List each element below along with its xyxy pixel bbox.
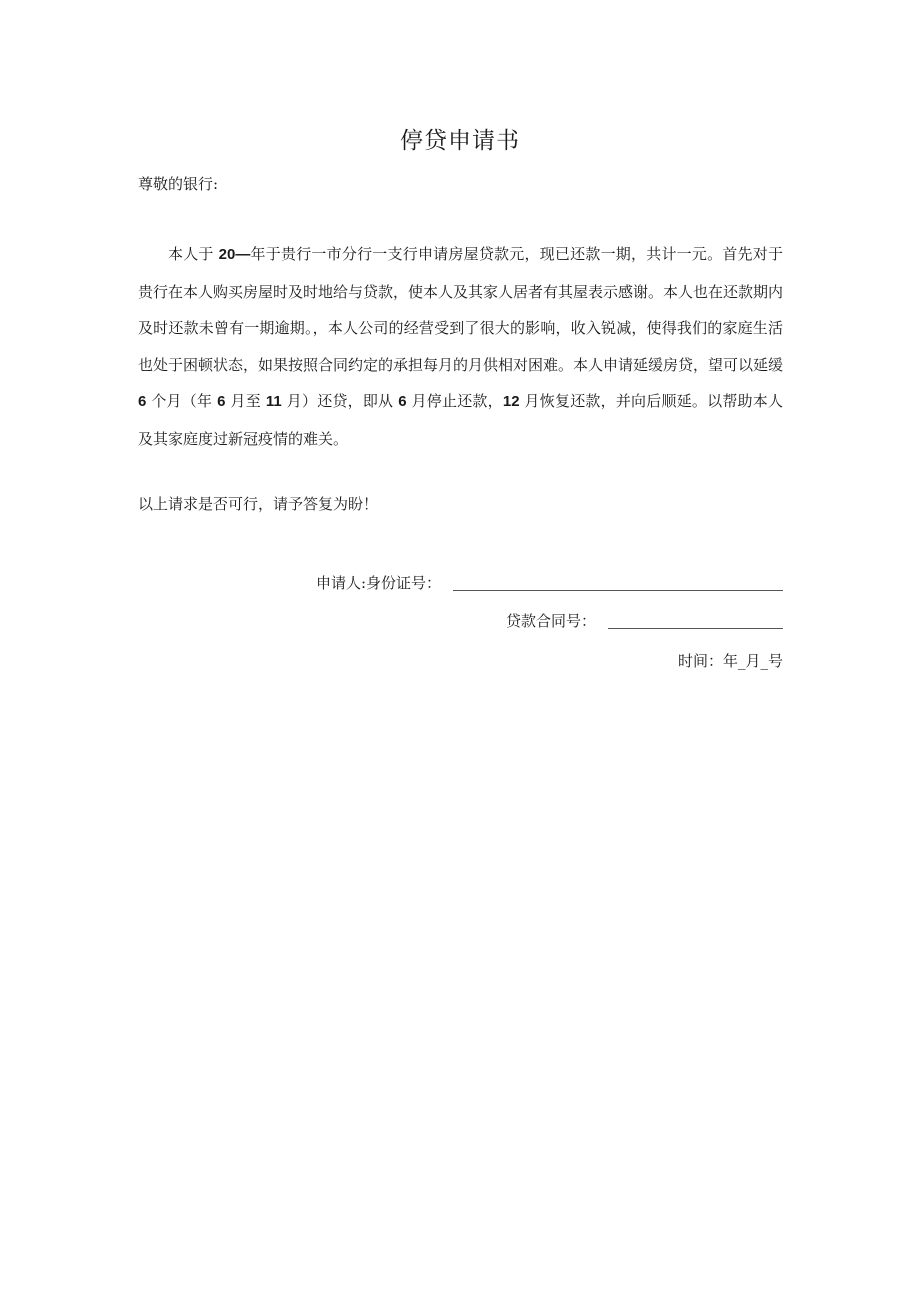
body-bold-6: 12 [502, 393, 520, 410]
body-text-4: 月至 [225, 392, 266, 410]
date-row [678, 650, 783, 671]
body-bold-3: 6 [217, 393, 226, 410]
body-text-3: 个月（年 [146, 392, 218, 410]
date-label: 时间：年_月_号 [677, 652, 783, 670]
applicant-id-row [316, 572, 783, 593]
body-text-1: 本人于 [168, 245, 219, 263]
body-bold-1: 20— [218, 246, 251, 263]
applicant-id-blank-line [453, 589, 783, 591]
contract-number-label: 贷款合同号： [505, 612, 596, 630]
contract-number-row [506, 610, 783, 631]
body-bold-5: 6 [398, 393, 407, 410]
document-title: 停贷申请书 [400, 128, 520, 154]
salutation: 尊敬的银行: [138, 175, 219, 193]
body-text-5: 月）还贷，即从 [281, 392, 399, 410]
body-paragraph [138, 236, 783, 457]
body-text-7: 月恢复还款，并向后顺延。以帮助本人及其家庭度过新冠疫情的难关。 [138, 392, 783, 448]
closing-line: 以上请求是否可行，请予答复为盼！ [138, 495, 379, 513]
body-bold-2: 6 [138, 393, 147, 410]
contract-number-blank-line [608, 627, 783, 629]
body-text-6: 月停止还款， [406, 392, 503, 410]
applicant-id-label: 申请人:身份证号： [315, 574, 441, 592]
body-text-2: 年于贵行一市分行一支行申请房屋贷款元，现已还款一期，共计一元。首先对于贵行在本人购买房屋时及时地给与贷款，使本人及其家人居者有其屋表示感谢。本人也在还款期内及时还款未曾有一期逾期。，本人公司的经营受到了很大的影响，收入锐减，使得我们的家庭生活也处于困顿状态，如果按照合同约定的承担每月的月供相对困难。本人申请延缓房贷，望可以延缓 [138, 245, 784, 374]
body-bold-4: 11 [265, 393, 282, 410]
